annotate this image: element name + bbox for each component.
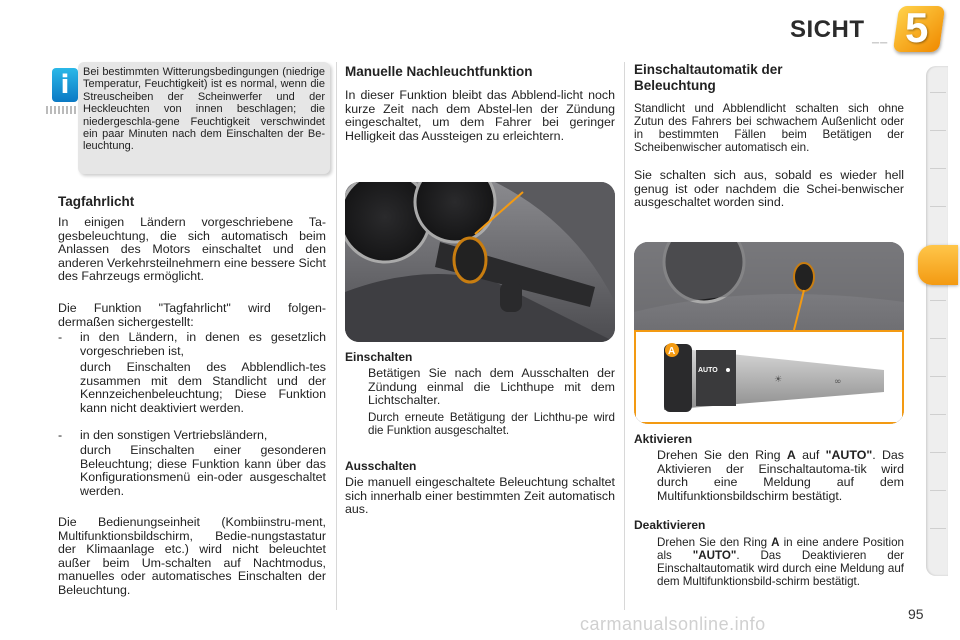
tagfahrlicht-p3: Die Bedienungseinheit (Kombiinstru-ment, Multifunktionsbildschirm, Bedie-nungstastatur der Klimaanlage etc.) wird nicht beleuchtet außer beim Um-schalten auf Nachtmodus, manuelles oder automatisches Einschalten der Beleuchtung. — [58, 515, 326, 597]
nachleuchtfunktion-intro: In dieser Funktion bleibt das Abblend-licht noch kurze Zeit nach dem Abstel-len der Zündung eingeschaltet, um dem Fahrer bei geringer Helligkeit das Aussteigen zu erleichtern. — [345, 88, 615, 143]
header-decoration: ── — [872, 38, 889, 49]
subheading-deaktivieren: Deaktivieren — [634, 518, 706, 532]
einschaltautomatik-intro: Standlicht und Abblendlicht schalten sich ohne Zutun des Fahrers bei schwachem Außenlicht oder in bestimmten Fällen beim Betätigen der Scheibenwischer automatisch ein. — [634, 102, 904, 154]
sidebar-tab-divider — [930, 338, 946, 339]
list-item: in den sonstigen Vertriebsländern, — [80, 428, 268, 442]
ring-label: A — [668, 346, 676, 357]
stalk-photo-2 — [634, 242, 904, 424]
info-icon: i — [52, 68, 78, 102]
tagfahrlicht-intro: In einigen Ländern vorgeschriebene Ta-gesbeleuchtung, die sich automatisch beim Anlassen des Motors einschaltet und den anderen Verkehrsteilnehmern eine bessere Sicht des Fahrzeugs ermöglicht. — [58, 215, 326, 284]
sidebar-tab-divider — [930, 376, 946, 377]
tagfahrlicht-p2: Die Funktion "Tagfahrlicht" wird folgen-dermaßen sichergestellt: — [58, 301, 326, 329]
list-item-detail: durch Einschalten einer gesonderen Beleuchtung; diese Funktion kann über das Konfigurationsmenü ein-oder ausgeschaltet werden. — [80, 443, 326, 498]
light-switch-illustration — [634, 242, 904, 424]
subheading-aktivieren: Aktivieren — [634, 432, 693, 446]
section-heading-tagfahrlicht: Tagfahrlicht — [58, 194, 135, 209]
column-divider — [336, 62, 337, 610]
sidebar-tab-divider — [930, 452, 946, 453]
chapter-title: SICHT — [790, 16, 865, 43]
einschaltautomatik-p2: Sie schalten sich aus, sobald es wieder hell genug ist oder nachdem die Schei-benwischer ausgeschaltet worden sind. — [634, 168, 904, 210]
page-number: 95 — [908, 606, 924, 622]
list-item — [345, 367, 615, 408]
info-decoration — [46, 106, 82, 114]
sidebar-tab-divider — [930, 168, 946, 169]
ausschalten-text: Die manuell eingeschaltete Beleuchtung schaltet sich innerhalb einer bestimmten Zeit automatisch aus. — [345, 475, 615, 517]
sidebar-tab-divider — [930, 414, 946, 415]
list-dash: - — [58, 428, 63, 442]
sidebar-tab-divider — [930, 300, 946, 301]
einschalten-step-1: Betätigen Sie nach dem Ausschalten der Zündung einmal die Lichthupe mit dem Lichtschalter. — [368, 366, 615, 408]
chapter-number: 5 — [905, 4, 929, 51]
list-item — [634, 449, 904, 503]
subheading-ausschalten: Ausschalten — [345, 459, 417, 473]
column-divider — [624, 62, 625, 610]
subheading-einschalten: Einschalten — [345, 350, 413, 364]
list-item — [345, 411, 615, 437]
section-heading-nachleuchtfunktion: Manuelle Nachleuchtfunktion — [345, 64, 533, 79]
chapter-sidebar — [926, 66, 948, 576]
stalk-photo-1 — [345, 182, 615, 342]
heading-line: Beleuchtung — [634, 78, 716, 93]
list-item: in den Ländern, in denen es gesetzlich vorgeschrieben ist, — [80, 330, 326, 358]
einschalten-step-2: Durch erneute Betätigung der Lichthu-pe wird die Funktion ausgeschaltet. — [368, 411, 615, 437]
watermark: carmanualsonline.info — [580, 614, 766, 634]
heading-line: Einschaltautomatik der — [634, 62, 783, 77]
svg-text:∞: ∞ — [834, 377, 842, 387]
sidebar-tab-chapter-5[interactable] — [918, 245, 958, 285]
svg-text:☀: ☀ — [774, 375, 783, 385]
sidebar-tab-divider — [930, 490, 946, 491]
list-item — [634, 536, 904, 588]
auto-label: AUTO — [698, 367, 718, 374]
list-item-detail: durch Einschalten des Abblendlich-tes zusammen mit dem Standlicht und der Kennzeichenbeleuchtung; Diese Funktion kann nicht deaktiviert werden. — [80, 360, 326, 415]
deaktivieren-step: Drehen Sie den Ring A in eine andere Position als "AUTO". Das Deaktivieren der Einschaltautomatik wird durch eine Meldung auf dem Multifunktionsbild-schirm bestätigt. — [657, 536, 904, 588]
list-dash: - — [58, 330, 63, 344]
info-text: Bei bestimmten Witterungsbedingungen (niedrige Temperatur, Feuchtigkeit) ist es normal, wenn die Streuscheiben der Scheinwerfer und der Heckleuchten von innen beschlagen; die niedergeschla-gene Feuchtigkeit verschwindet ein paar Minuten nach dem Einschalten der Be-leuchtung. — [83, 66, 325, 153]
sidebar-tab-divider — [930, 130, 946, 131]
sidebar-tab-divider — [930, 528, 946, 529]
sidebar-tab-divider — [930, 206, 946, 207]
dashboard-illustration — [345, 182, 615, 342]
sidebar-tab-divider — [930, 92, 946, 93]
aktivieren-step: Drehen Sie den Ring A auf "AUTO". Das Aktivieren der Einschaltautoma-tik wird durch eine Meldung auf dem Multifunktionsbildschirm bestätigt. — [657, 448, 904, 503]
section-heading-einschaltautomatik — [634, 62, 783, 94]
